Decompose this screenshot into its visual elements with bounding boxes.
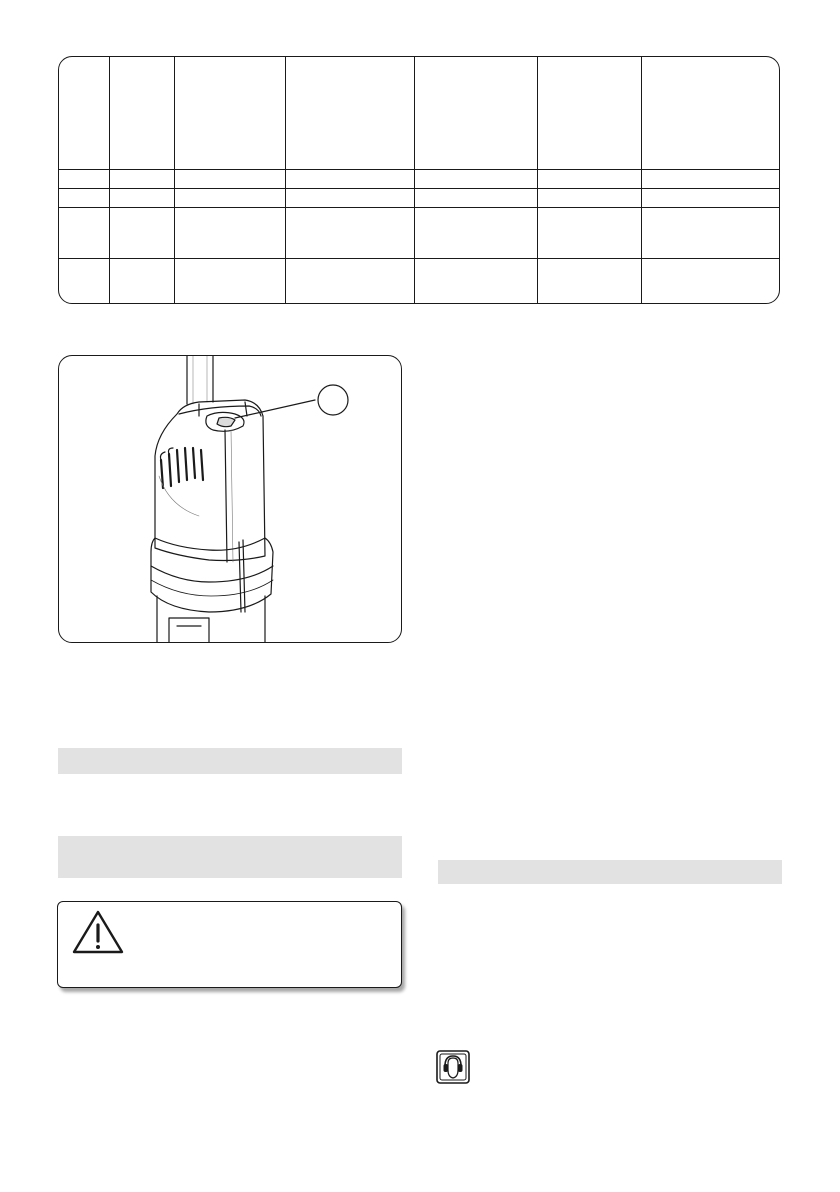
table-row-divider <box>59 188 779 189</box>
table-row-divider <box>59 258 779 259</box>
table-row-divider <box>59 169 779 170</box>
angle-grinder-illustration <box>59 356 402 643</box>
ear-protection-icon <box>436 1050 470 1084</box>
section-header-bar <box>58 748 402 774</box>
warning-notice <box>57 901 402 988</box>
tool-figure <box>58 355 402 643</box>
table-column-divider <box>174 57 175 303</box>
warning-triangle-icon <box>70 908 126 956</box>
section-header-bar <box>58 836 402 878</box>
table-row-divider <box>59 207 779 208</box>
spec-table <box>58 56 780 304</box>
table-column-divider <box>109 57 110 303</box>
table-column-divider <box>285 57 286 303</box>
section-header-bar <box>438 860 782 884</box>
table-column-divider <box>537 57 538 303</box>
table-column-divider <box>414 57 415 303</box>
table-column-divider <box>641 57 642 303</box>
